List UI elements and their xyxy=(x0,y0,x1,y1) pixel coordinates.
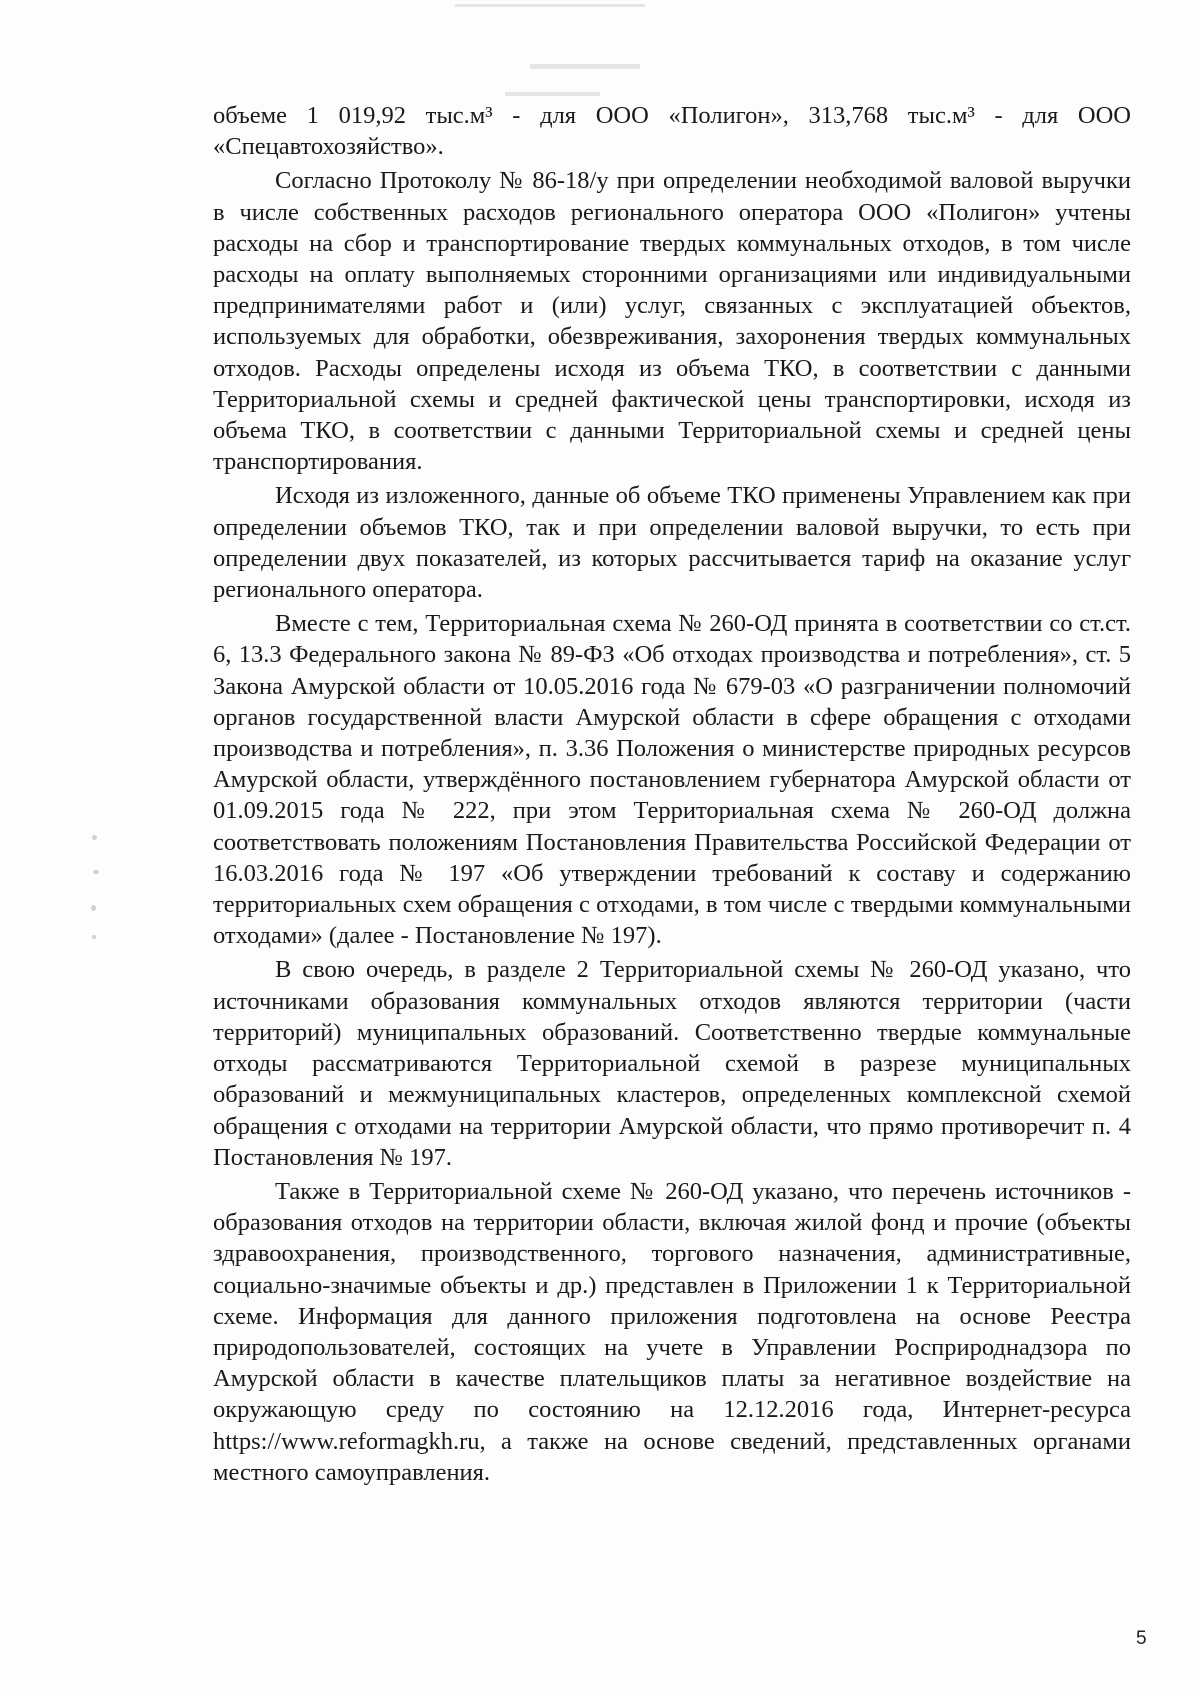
page-number: 5 xyxy=(1136,1628,1147,1649)
document-body xyxy=(213,100,1131,1491)
scan-artifact-upper-2 xyxy=(505,92,600,96)
paragraph-legal-basis: Вместе с тем, Территориальная схема № 260-ОД принята в соответствии со ст.ст. 6, 13.3 Федерального закона № 89-ФЗ «Об отходах производства и потребления», ст. 5 Закона Амурской области от 10.05.2016 года № 679-03 «О разграничении полномочий органов государственной власти Амурской области в сфере обращения с отходами производства и потребления», п. 3.36 Положения о министерстве природных ресурсов Амурской области, утверждённого постановлением губернатора Амурской области от 01.09.2015 года № 222, при этом Территориальная схема № 260-ОД должна соответствовать положениям Постановления Правительства Российской Федерации от 16.03.2016 года № 197 «Об утверждении требований к составу и содержанию территориальных схем обращения с отходами, в том числе с твердыми коммунальными отходами» (далее - Постановление № 197). xyxy=(213,610,1131,950)
scan-artifact-left-2 xyxy=(93,870,99,874)
scan-artifact-left-1 xyxy=(92,835,97,840)
paragraph-section-2: В свою очередь, в разделе 2 Территориальной схемы № 260-ОД указано, что источниками образования коммунальных отходов являются территории (части территорий) муниципальных образований. Соответственно твердые коммунальные отходы рассматриваются Территориальной схемой в разрезе муниципальных образований и межмуниципальных кластеров, определенных комплексной схемой обращения с отходами на территории Амурской области, что прямо противоречит п. 4 Постановления № 197. xyxy=(213,956,1131,1171)
scan-artifact-upper xyxy=(530,64,640,69)
scan-artifact-left-3 xyxy=(91,905,96,911)
paragraph-sources-list: Также в Территориальной схеме № 260-ОД указано, что перечень источников - образования отходов на территории области, включая жилой фонд и прочие (объекты здравоохранения, производственного, торгового назначения, административные, социально-значимые объекты и др.) представлен в Приложении 1 к Территориальной схеме. Информация для данного приложения подготовлена на основе Реестра природопользователей, состоящих на учете в Управлении Росприроднадзора по Амурской области в качестве плательщиков платы за негативное воздействие на окружающую среду по состоянию на 12.12.2016 года, Интернет-ресурса https://www.reformagkh.ru, а также на основе сведений, представленных органами местного самоуправления. xyxy=(213,1177,1131,1486)
scan-artifact-left-4 xyxy=(92,935,96,939)
paragraph-protocol: Согласно Протоколу № 86-18/у при определении необходимой валовой выручки в числе собственных расходов регионального оператора ООО «Полигон» учтены расходы на сбор и транспортирование твердых коммунальных отходов, в том числе расходы на оплату выполняемых сторонними организациями или индивидуальными предпринимателями работ и (или) услуг, связанных с эксплуатацией объектов, используемых для обработки, обезвреживания, захоронения твердых коммунальных отходов. Расходы определены исходя из объема ТКО, в соответствии с данными Территориальной схемы и средней фактической цены транспортировки, исходя из объема ТКО, в соответствии с данными Территориальной схемы и средней цены транспортирования. xyxy=(213,167,1131,476)
paragraph-continuation: объеме 1 019,92 тыс.м³ - для ООО «Полигон», 313,768 тыс.м³ - для ООО «Спецавтохозяйство». xyxy=(213,102,1131,161)
paragraph-conclusion: Исходя из изложенного, данные об объеме ТКО применены Управлением как при определении объемов ТКО, так и при определении валовой выручки, то есть при определении двух показателей, из которых рассчитывается тариф на оказание услуг регионального оператора. xyxy=(213,482,1131,604)
scan-artifact-top xyxy=(455,4,645,7)
